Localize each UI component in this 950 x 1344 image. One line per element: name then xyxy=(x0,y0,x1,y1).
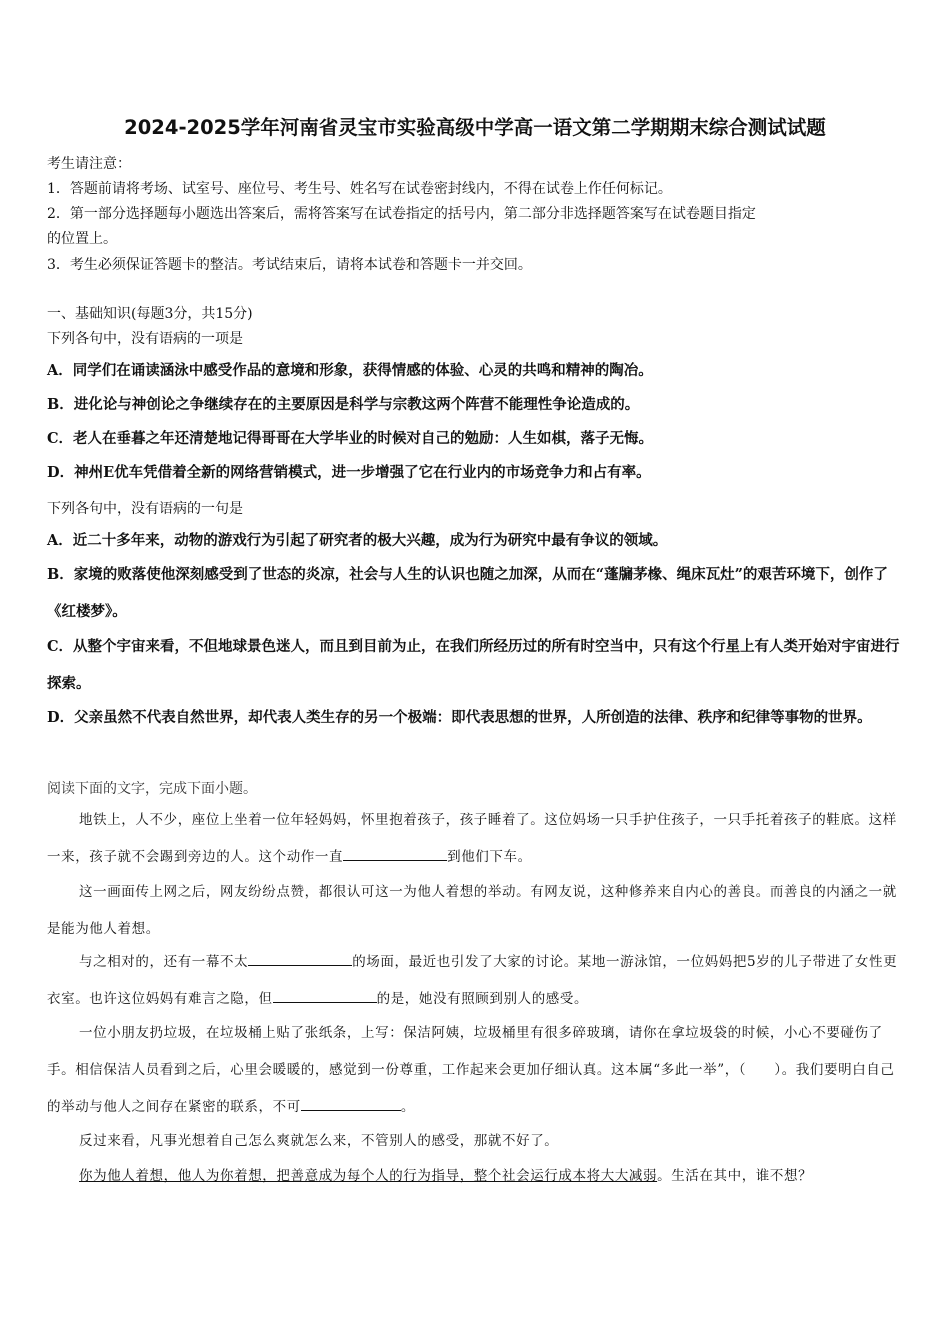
option-c: C．老人在垂暮之年还清楚地记得哥哥在大学毕业的时候对自己的勉励：人生如棋，落子无悔。 xyxy=(47,430,654,447)
section-heading: 一、基础知识(每题3分，共15分) xyxy=(47,306,253,322)
passage-paragraph xyxy=(47,944,905,1018)
notice-item: 2．第一部分选择题每小题选出答案后，需将答案写在试卷指定的括号内，第二部分非选择题答案写在试卷题目指定 xyxy=(47,206,756,222)
reading-intro: 阅读下面的文字，完成下面小题。 xyxy=(47,781,257,797)
passage-paragraph: 反过来看，凡事光想着自己怎么爽就怎么来，不管别人的感受，那就不好了。 xyxy=(79,1133,559,1149)
option-a: A．同学们在诵读涵泳中感受作品的意境和形象，获得情感的体验、心灵的共鸣和精神的陶冶。 xyxy=(47,362,653,379)
passage-text: 。生活在其中，谁不想？ xyxy=(657,1168,813,1184)
answer-blank[interactable] xyxy=(301,1098,401,1111)
passage-paragraph xyxy=(47,802,905,876)
question-stem: 下列各句中，没有语病的一项是 xyxy=(47,331,243,347)
passage-paragraph xyxy=(47,1158,905,1195)
option-d: D．神州E优车凭借着全新的网络营销模式，进一步增强了它在行业内的市场竞争力和占有率。 xyxy=(47,464,651,481)
passage-text: 与之相对的，还有一幕不太 xyxy=(79,954,249,970)
answer-blank[interactable] xyxy=(343,848,447,861)
option-a: A．近二十多年来，动物的游戏行为引起了研究者的极大兴趣，成为行为研究中最有争议的领域。 xyxy=(47,532,668,549)
passage-text: 地铁上，人不少，座位上坐着一位年轻妈妈，怀里抱着孩子，孩子睡着了。这位妈场一只手护住孩子，一只手托着孩子的鞋底。这样一来，孩子就不会踢到旁边的人。这个动作一直 xyxy=(47,812,897,865)
option-c: C．从整个宇宙来看，不但地球景色迷人，而且到目前为止，在我们所经历过的所有时空当中，只有这个行星上有人类开始对宇宙进行探索。 xyxy=(47,638,900,692)
passage-text: 的是，她没有照顾到别人的感受。 xyxy=(376,991,589,1007)
option-b: B．进化论与神创论之争继续存在的主要原因是科学与宗教这两个阵营不能理性争论造成的。 xyxy=(47,396,640,413)
notice-item: 1．答题前请将考场、试室号、座位号、考生号、姓名写在试卷密封线内，不得在试卷上作任何标记。 xyxy=(47,181,672,197)
passage-text: 的场面，最近也引发了大家的讨论。某地一游泳馆，一位妈妈把5岁的儿子带进了女性更衣室。也许这位妈妈有难言之隐，但 xyxy=(47,954,898,1007)
passage-paragraph: 这一画面传上网之后，网友纷纷点赞，都很认可这一为他人着想的举动。有网友说，这种修养来自内心的善良。而善良的内涵之一就是能为他人着想。 xyxy=(47,884,897,937)
underlined-sentence: 你为他人着想，他人为你着想，把善意成为每个人的行为指导，整个社会运行成本将大大减弱 xyxy=(79,1168,658,1184)
option-d: D．父亲虽然不代表自然世界，却代表人类生存的另一个极端：即代表思想的世界，人所创造的法律、秩序和纪律等事物的世界。 xyxy=(47,709,872,726)
option-b: B．家境的败落使他深刻感受到了世态的炎凉，社会与人生的认识也随之加深，从而在“蓬牖茅椽、绳床瓦灶”的艰苦环境下，创作了《红楼梦》。 xyxy=(47,566,888,620)
passage-paragraph xyxy=(47,1015,905,1126)
answer-blank[interactable] xyxy=(248,953,352,966)
question-stem: 下列各句中，没有语病的一句是 xyxy=(47,501,243,517)
passage-text: 一位小朋友扔垃圾，在垃圾桶上贴了张纸条，上写：保洁阿姨，垃圾桶里有很多碎玻璃，请你在拿垃圾袋的时候，小心不要碰伤了手。相信保洁人员看到之后，心里会暖暖的，感觉到一份尊重，工作起来会更加仔细认真。这本属“多此一举”，（ ）。我们要明白自己的举动与他人之间存在紧密的联系，不可 xyxy=(47,1025,895,1115)
page-title: 2024-2025学年河南省灵宝市实验高级中学高一语文第二学期期末综合测试试题 xyxy=(124,116,826,139)
notice-heading: 考生请注意： xyxy=(47,156,131,172)
notice-item: 的位置上。 xyxy=(47,231,117,247)
passage-text: 到他们下车。 xyxy=(447,849,532,865)
notice-item: 3．考生必须保证答题卡的整洁。考试结束后，请将本试卷和答题卡一并交回。 xyxy=(47,257,532,273)
answer-blank[interactable] xyxy=(273,990,377,1003)
passage-text: 。 xyxy=(400,1099,415,1115)
